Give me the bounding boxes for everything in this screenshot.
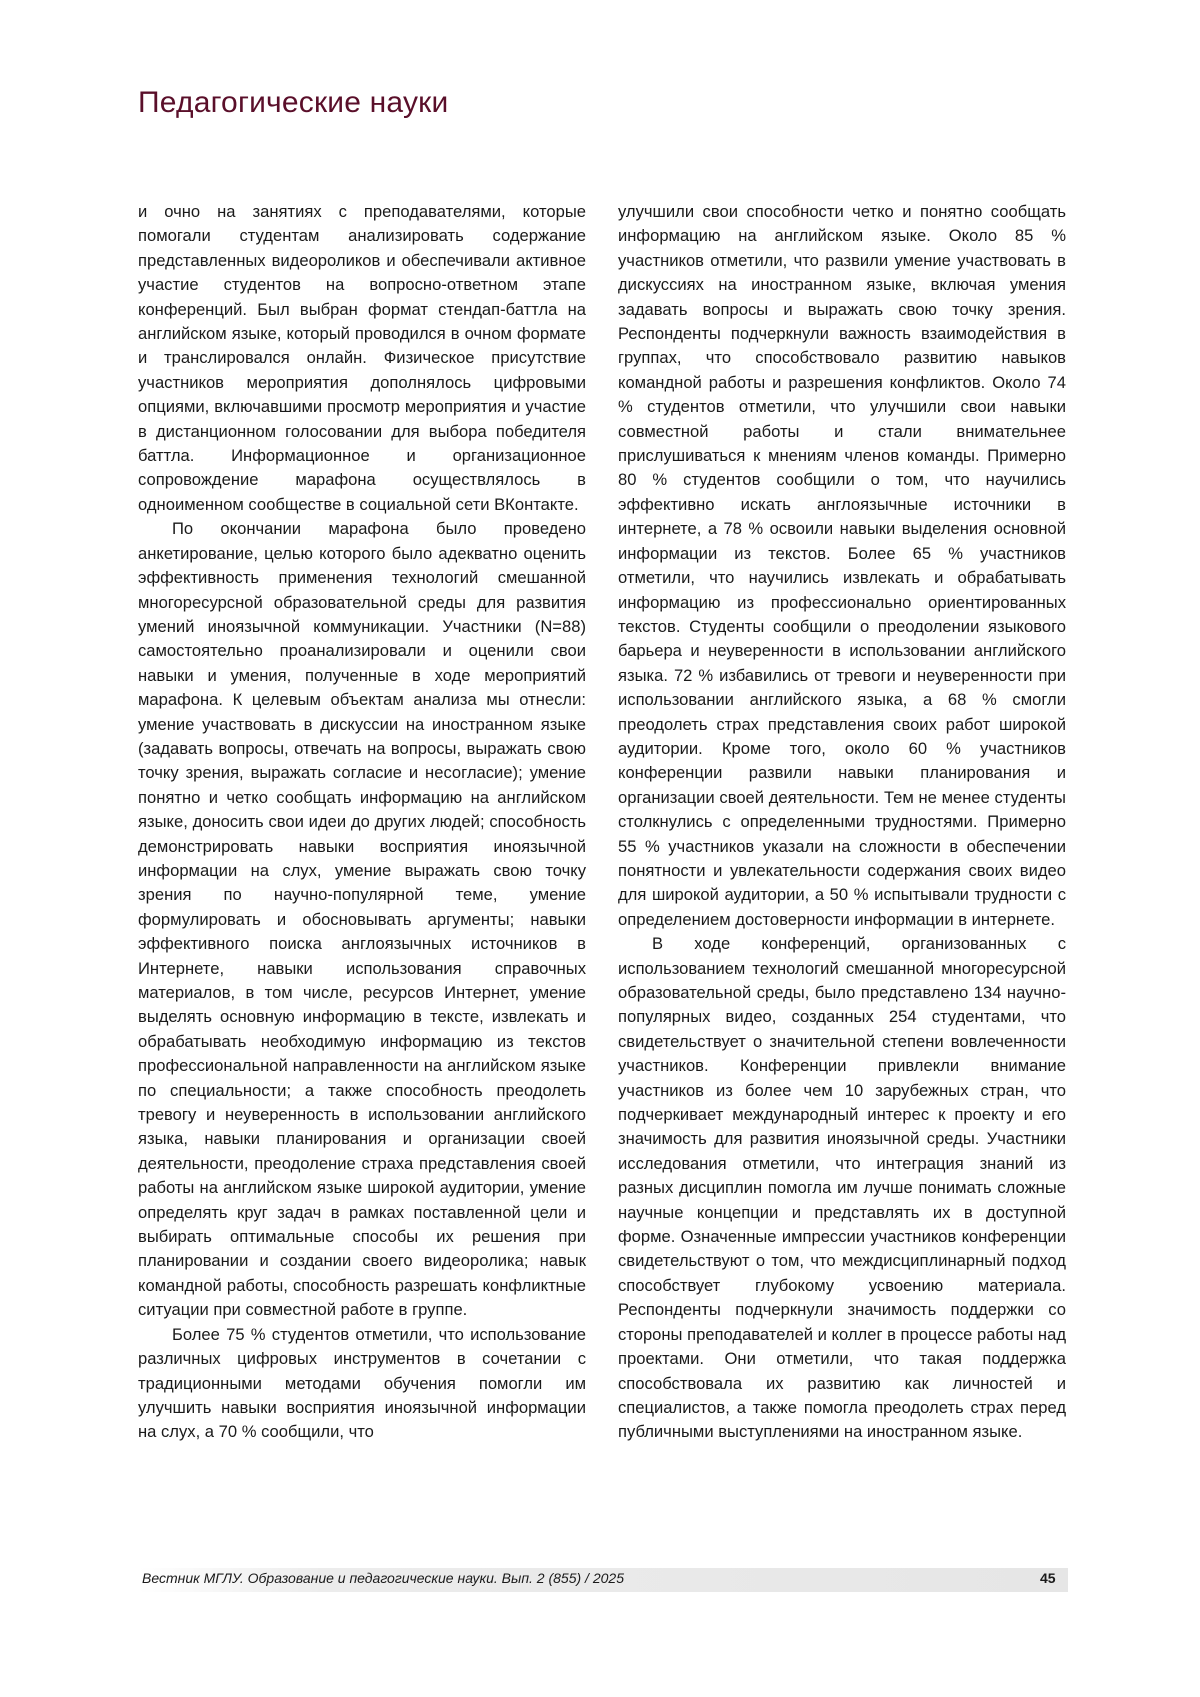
paragraph: улучшили свои способности четко и понятно сообщать информацию на английском языке. Около 85 % участников отметили, что развили умение участвовать в дискуссиях на иностранном языке, включая умения задавать вопросы и выражать свою точку зрения. Респонденты подчеркнули важность взаимодействия в группах, что способствовало развитию навыков командной работы и разрешения конфликтов. Около 74 % студентов отметили, что улучшили свои навыки совместной работы и стали внимательнее прислушиваться к мнениям членов команды. Примерно 80 % студентов сообщили о том, что научились эффективно искать англоязычные источники в интернете, а 78 % освоили навыки выделения основной информации из текстов. Более 65 % участников отметили, что научились извлекать и обрабатывать информацию из профессионально ориентированных текстов. Студенты сообщили о преодолении языкового барьера и неуверенности в использовании английского языка. 72 % избавились от тревоги и неуверенности при использовании английского языка, а 68 % смогли преодолеть страх представления своих работ широкой аудитории. Кроме того, около 60 % участников конференции развили навыки планирования и организации своей деятельности. Тем не менее студенты столкнулись с определенными трудностями. Примерно 55 % участников указали на сложности в обеспечении понятности и увлекательности содержания своих видео для широкой аудитории, а 50 % испытывали трудности с определением достоверности информации в интернете. bbox=[618, 202, 1066, 929]
section-title: Педагогические науки bbox=[138, 86, 449, 119]
paragraph: Более 75 % студентов отметили, что использование различных цифровых инструментов в сочетании с традиционными методами обучения помогли им улучшить навыки восприятия иноязычной информации на слух, а 70 % сообщили, что bbox=[138, 1324, 586, 1442]
page-number: 45 bbox=[1040, 1570, 1056, 1586]
paragraph: В ходе конференций, организованных с использованием технологий смешанной многоресурсной образовательной среды, было представлено 134 научно-популярных видео, созданных 254 студентами, что свидетельствует о значительной степени вовлеченности участников. Конференции привлекли внимание участников из более чем 10 зарубежных стран, что подчеркивает международный интерес к проекту и его значимость для развития иноязычной среды. Участники исследования отметили, что интеграция знаний из разных дисциплин помогла им лучше понимать сложные научные концепции и представлять их в доступной форме. Означенные импрессии участников конференции свидетельствуют о том, что междисциплинарный подход способствует глубокому усвоению материала. Респонденты подчеркнули значимость поддержки со стороны преподавателей и коллег в процессе работы над проектами. Они отметили, что такая поддержка способствовала их развитию как личностей и специалистов, а также помогла преодолеть страх перед публичными выступлениями на иностранном языке. bbox=[618, 934, 1067, 1442]
paragraph: и очно на занятиях с преподавателями, которые помогали студентам анализировать содержание представленных видеороликов и обеспечивали активное участие студентов на вопросно-ответном этапе конференций. Был выбран формат стендап-баттла на английском языке, который проводился в очном формате и транслировался онлайн. Физическое присутствие участников мероприятия дополнялось цифровыми опциями, включавшими просмотр мероприятия и участие в дистанционном голосовании для выбора победителя баттла. Информационное и организационное сопровождение марафона осуществлялось в одноименном сообществе в социальной сети ВКонтакте. bbox=[138, 202, 586, 514]
left-column bbox=[138, 200, 586, 1445]
paragraph: По окончании марафона было проведено анкетирование, целью которого было адекватно оценить эффективность применения технологий смешанной многоресурсной образовательной среды для развития умений иноязычной коммуникации. Участники (N=88) самостоятельно проанализировали и оценили свои навыки и умения, полученные в ходе мероприятий марафона. К целевым объектам анализа мы отнесли: умение участвовать в дискуссии на иностранном языке (задавать вопросы, отвечать на вопросы, выражать свою точку зрения, выражать согласие и несогласие); умение понятно и четко сообщать информацию на английском языке, доносить свои идеи до других людей; способность демонстрировать навыки восприятия иноязычной информации на слух, умение выражать свою точку зрения по научно-популярной теме, умение формулировать и обосновывать аргументы; навыки эффективного поиска англоязычных источников в Интернете, навыки использования справочных материалов, в том числе, ресурсов Интернет, умение выделять основную информацию в тексте, извлекать и обрабатывать необходимую информацию из текстов профессиональной направленности на английском языке по специальности; а также способность преодолеть тревогу и неуверенность в использовании английского языка, навыки планирования и организации своей деятельности, преодоление страха представления своей работы на английском языке широкой аудитории, умение определять круг задач в рамках поставленной цели и выбирать оптимальные способы их решения при планировании и создании своего видеоролика; навык командной работы, способность разрешать конфликтные ситуации при совместной работе в группе. bbox=[138, 519, 586, 1320]
footer-journal-title: Вестник МГЛУ. Образование и педагогические науки. Вып. 2 (855) / 2025 bbox=[142, 1570, 624, 1586]
right-column bbox=[618, 200, 1066, 1445]
